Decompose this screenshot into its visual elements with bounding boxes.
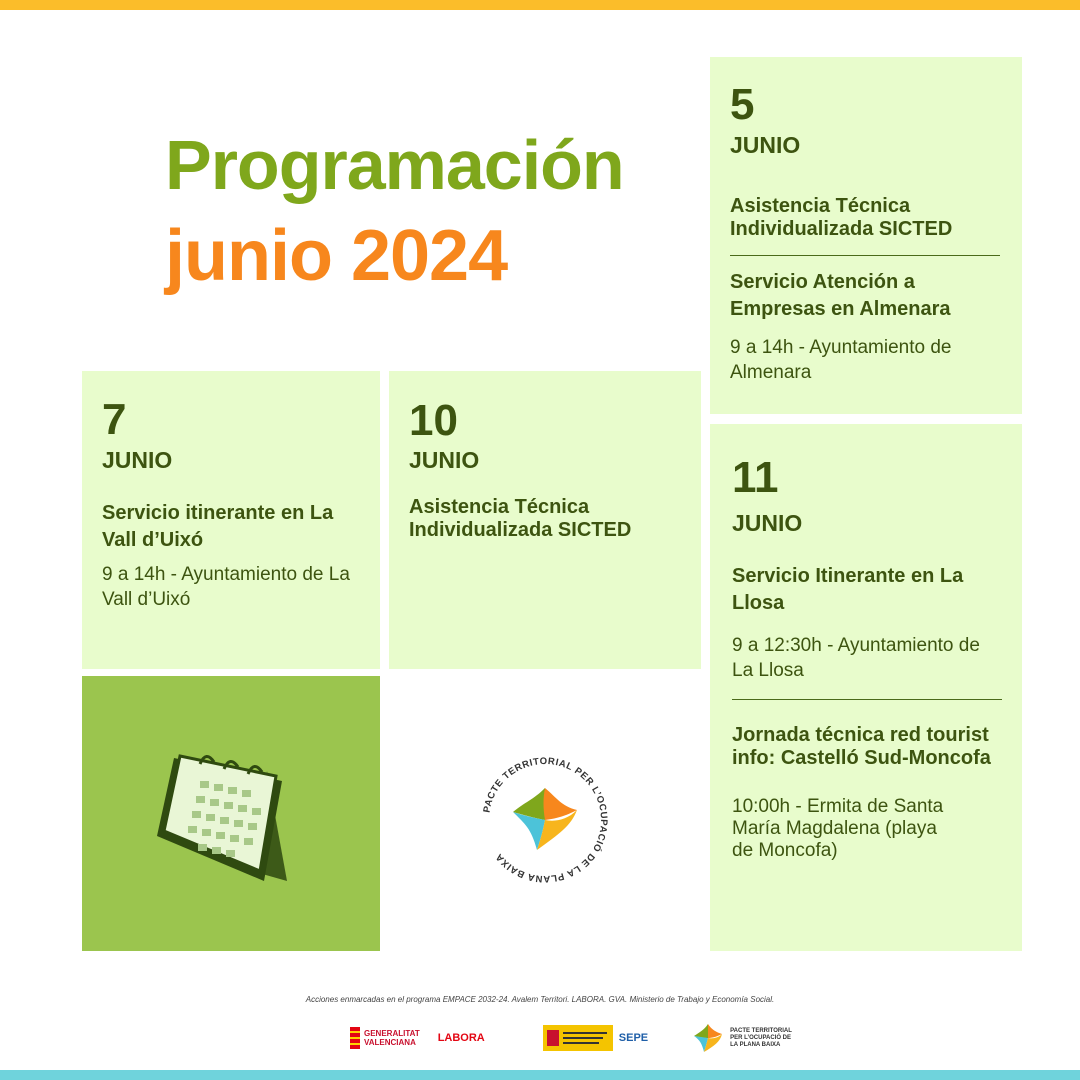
- pacte-ring-text: PACTE TERRITORIAL PER L’OCUPACIÓ DE LA PLANA BAIXA: [481, 755, 610, 885]
- divider: [732, 699, 1002, 700]
- calendar-icon: [82, 676, 380, 951]
- logo-pacte-line3: LA PLANA BAIXA: [730, 1041, 781, 1048]
- pacte-logo-icon: [475, 750, 615, 890]
- logo-gva-line2: VALENCIANA: [364, 1038, 416, 1047]
- event-title: Servicio Itinerante en La Llosa: [732, 565, 964, 614]
- footer-logos: [350, 1022, 792, 1054]
- page-title: [165, 126, 624, 296]
- logo-pacte-line2: PER L’OCUPACIÓ DE: [730, 1034, 792, 1041]
- card-month: JUNIO: [732, 510, 803, 536]
- event-title: Asistencia Técnica Individualizada SICTED: [409, 496, 632, 541]
- event-info-line: María Magdalena (playa: [732, 818, 937, 839]
- pacte-logo: [475, 750, 615, 890]
- logo-pacte-line1: PACTE TERRITORIAL: [730, 1027, 792, 1034]
- calendar-illustration-box: [82, 676, 380, 951]
- card-day: 5: [730, 80, 755, 129]
- pacte-small-icon: [692, 1022, 724, 1054]
- top-accent-bar: [0, 0, 1080, 10]
- card-day: 7: [102, 395, 127, 444]
- event-info: 9 a 12:30h - Ayuntamiento de La Llosa: [732, 635, 980, 681]
- event-info: 9 a 14h - Ayuntamiento de Almenara: [730, 337, 952, 383]
- card-month: JUNIO: [730, 132, 801, 158]
- event-info: 9 a 14h - Ayuntamiento de La Vall d’Uixó: [102, 564, 350, 610]
- card-day: 10: [409, 396, 458, 445]
- logo-generalitat: [350, 1027, 420, 1049]
- event-title: Asistencia Técnica Individualizada SICTED: [730, 195, 953, 240]
- divider: [730, 255, 1000, 256]
- logo-ministerio: [543, 1025, 648, 1051]
- bottom-accent-bar: [0, 1070, 1080, 1080]
- gva-shield-icon: [350, 1027, 360, 1049]
- event-info-line: 10:00h - Ermita de Santa: [732, 796, 944, 817]
- title-line-2: junio 2024: [165, 216, 508, 296]
- event-title: Jornada técnica red tourist info: Castelló Sud-Moncofa: [732, 724, 991, 769]
- card-june-10: [389, 371, 701, 669]
- spain-coat-icon: [543, 1025, 613, 1051]
- title-line-1: Programación: [165, 126, 624, 204]
- svg-text:PACTE TERRITORIAL PER L’OCUPAC: [481, 756, 609, 884]
- card-june-11: [710, 424, 1022, 951]
- event-title: Servicio itinerante en La Vall d’Uixó: [102, 502, 334, 551]
- event-info: [732, 796, 1022, 862]
- card-month: JUNIO: [102, 447, 173, 473]
- card-june-7: [82, 371, 380, 669]
- card-june-5: [710, 57, 1022, 414]
- logo-gva-line1: GENERALITAT: [364, 1029, 420, 1038]
- card-month: JUNIO: [409, 447, 480, 473]
- event-title: Servicio Atención a Empresas en Almenara: [730, 271, 951, 320]
- card-day: 11: [732, 453, 779, 502]
- event-info-line: de Moncofa): [732, 840, 838, 861]
- footer-note: Acciones enmarcadas en el programa EMPACE 2032-24. Avalem Territori. LABORA. GVA. Ministerio de Trabajo y Economía Social.: [305, 995, 775, 1004]
- logo-labora: LABORA: [437, 1032, 485, 1044]
- logo-sepe: SEPE: [618, 1032, 649, 1044]
- logo-pacte-small: [692, 1022, 792, 1054]
